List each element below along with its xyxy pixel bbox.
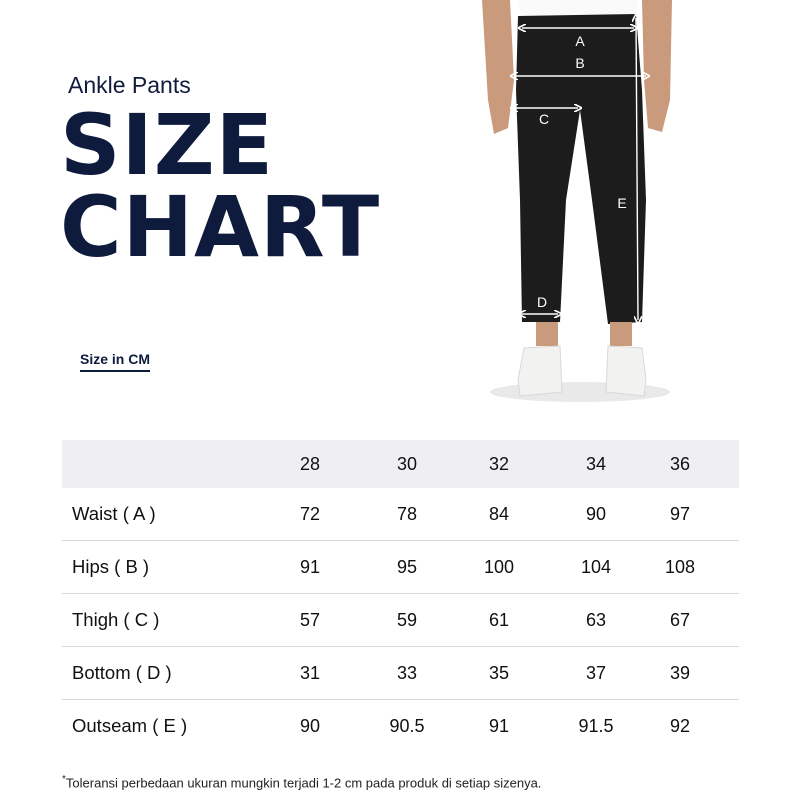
table-cell: 90: [585, 503, 607, 524]
table-cell: 95: [396, 556, 418, 577]
table-cell: 61: [488, 609, 510, 630]
row-label: Bottom ( D ): [72, 662, 172, 683]
pants-measurement-illustration: [470, 0, 690, 410]
header-size-32: 32: [488, 453, 510, 474]
table-cell: 90: [299, 715, 321, 736]
table-cell: 91: [488, 715, 510, 736]
left-shoe: [518, 346, 562, 396]
table-cell: 90.5: [389, 715, 425, 736]
table-cell: 91: [299, 556, 321, 577]
measure-c-label: C: [538, 111, 550, 127]
table-cell: 33: [396, 662, 418, 683]
header-size-28: 28: [299, 453, 321, 474]
table-cell: 57: [299, 609, 321, 630]
product-name: Ankle Pants: [68, 72, 191, 98]
table-cell: 108: [664, 556, 696, 577]
header-size-36: 36: [669, 453, 691, 474]
row-label: Thigh ( C ): [72, 609, 160, 630]
header-size-34: 34: [585, 453, 607, 474]
page-title: [60, 96, 381, 276]
size-table: [62, 440, 739, 752]
table-cell: 35: [488, 662, 510, 683]
table-cell: 78: [396, 503, 418, 524]
row-label: Hips ( B ): [72, 556, 150, 577]
title-line-2: CHART: [60, 178, 381, 276]
left-arm: [482, 0, 514, 134]
tolerance-footnote: [62, 774, 541, 790]
title-line-1: SIZE: [60, 96, 275, 194]
table-row-outseam: [62, 700, 739, 752]
measure-d-label: D: [536, 294, 548, 310]
table-cell: 37: [585, 662, 607, 683]
right-ankle: [610, 322, 632, 346]
table-cell: 97: [669, 503, 691, 524]
table-cell: 72: [299, 503, 321, 524]
table-cell: 67: [669, 609, 691, 630]
right-shoe: [606, 346, 646, 396]
table-row-waist: [62, 488, 739, 541]
table-row-bottom: [62, 647, 739, 700]
table-cell: 63: [585, 609, 607, 630]
table-cell: 92: [669, 715, 691, 736]
header-size-30: 30: [396, 453, 418, 474]
table-cell: 59: [396, 609, 418, 630]
measure-e-label: E: [617, 195, 627, 211]
unit-label: Size in CM: [80, 351, 150, 372]
row-label: Waist ( A ): [72, 503, 156, 524]
footnote-text: Toleransi perbedaan ukuran mungkin terjadi 1-2 cm pada produk di setiap sizenya.: [65, 775, 542, 791]
row-label: Outseam ( E ): [72, 715, 188, 736]
table-header-row: [62, 440, 739, 488]
table-cell: 84: [488, 503, 510, 524]
table-cell: 91.5: [578, 715, 614, 736]
table-cell: 39: [669, 662, 691, 683]
table-row-thigh: [62, 594, 739, 647]
table-cell: 100: [483, 556, 515, 577]
table-row-hips: [62, 541, 739, 594]
measure-a-label: A: [575, 33, 585, 49]
table-cell: 31: [299, 662, 321, 683]
right-arm: [642, 0, 672, 132]
left-ankle: [536, 322, 558, 346]
table-cell: 104: [580, 556, 612, 577]
footnote-mark: *: [62, 774, 66, 785]
measure-b-label: B: [575, 55, 585, 71]
